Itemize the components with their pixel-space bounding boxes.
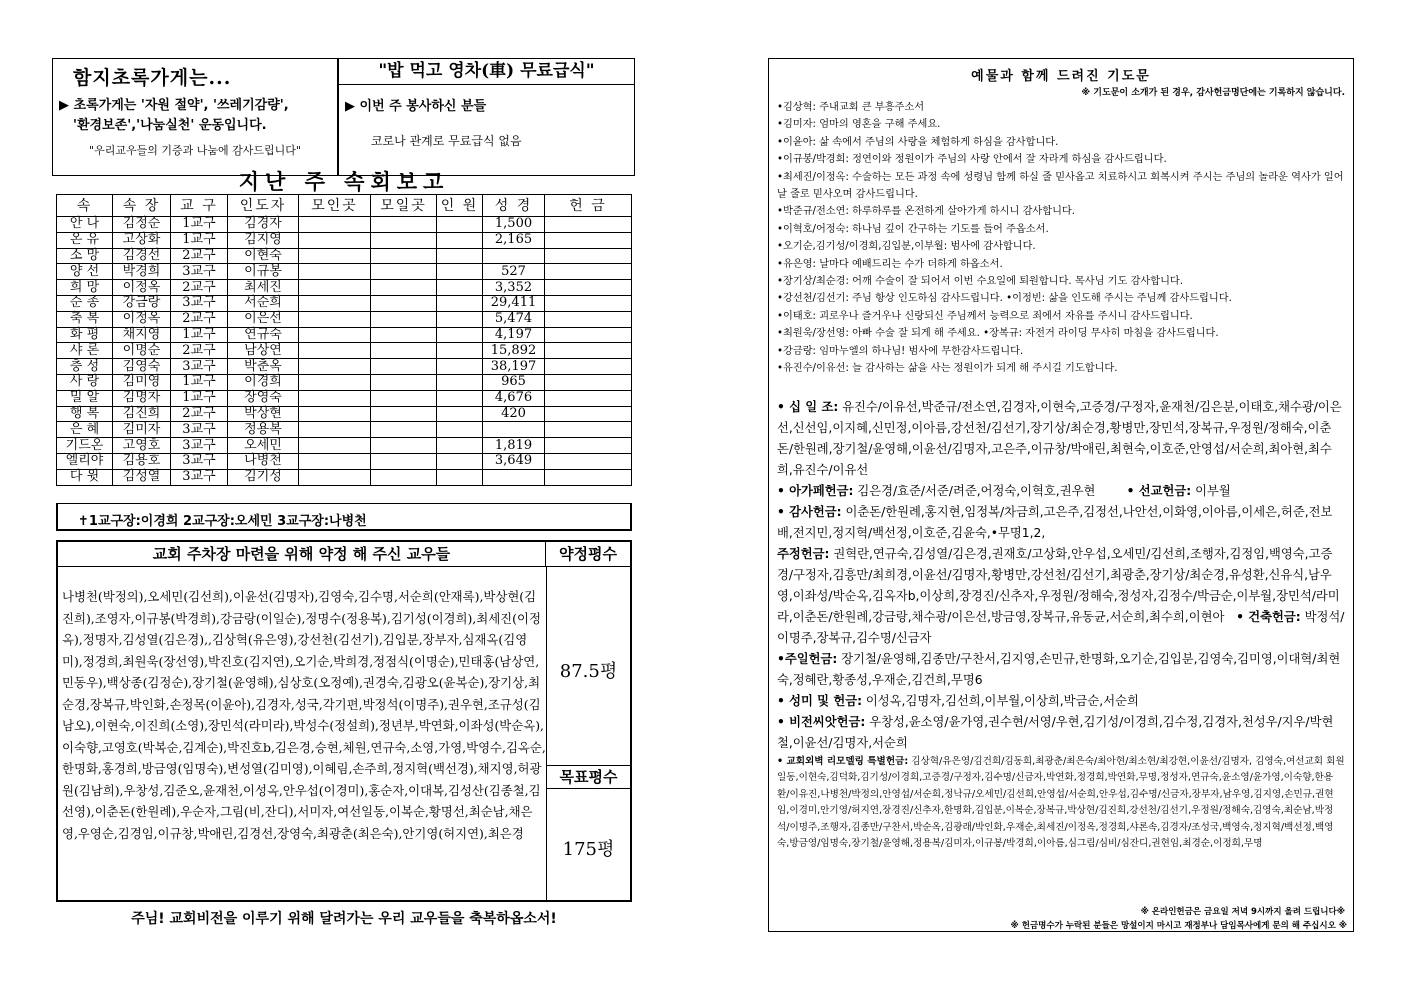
free-meal-sub: ▶ 이번 주 봉사하신 분들 — [345, 99, 487, 114]
missing-offering-note: ※ 헌금명수가 누락된 분들은 망설이지 마시고 재정부나 담임목사에게 문의 해 주십시오 ※ — [1010, 921, 1347, 931]
table-cell: 온 유 — [57, 232, 113, 248]
table-cell — [437, 311, 483, 327]
table-cell: 이규봉 — [228, 264, 299, 280]
table-cell — [545, 374, 632, 390]
pledge-side — [546, 567, 630, 902]
table-cell — [437, 359, 483, 375]
report-title: 지난 주 속회보고 — [238, 169, 450, 194]
table-cell: 김경자 — [228, 217, 299, 233]
weekly-label: 주정헌금: — [777, 547, 830, 561]
table-cell — [371, 453, 437, 469]
table-cell: 박상현 — [228, 406, 299, 422]
building-names: 박정석/이명주,장복규,김수명/신금자 — [777, 610, 1345, 645]
col-header: 헌 금 — [545, 195, 632, 217]
agape-entry — [777, 481, 1345, 502]
thanks-label: • 감사헌금: — [777, 505, 842, 519]
prayer-title: 예물과 함께 드려진 기도문 — [971, 69, 1151, 84]
table-cell — [371, 343, 437, 359]
holy-label: • 성미 및 헌금: — [777, 694, 863, 708]
free-meal-note: 코로나 관계로 무료급식 없음 — [371, 134, 522, 148]
table-cell: 1교구 — [171, 232, 228, 248]
table-cell: 4,676 — [483, 390, 545, 406]
table-cell: 고영호 — [113, 438, 171, 454]
table-cell: 최세진 — [228, 280, 299, 296]
prayer-list — [777, 99, 1345, 378]
table-cell — [299, 280, 371, 296]
prayer-item: •이윤아: 삶 속에서 주님의 사랑을 체험하게 하심을 감사합니다. — [777, 136, 1059, 148]
prayer-item: •강선천/김선기: 주님 항상 인도하심 감사드립니다. •이정빈: 삶을 인도해 주시는 주님께 감사드립니다. — [777, 293, 1232, 305]
table-cell: 연규숙 — [228, 327, 299, 343]
sunday-entry — [777, 649, 1345, 691]
green-store-title: 함지초록가게는... — [73, 67, 232, 89]
table-cell — [545, 438, 632, 454]
table-cell — [545, 311, 632, 327]
tithe-label: • 십 일 조: — [777, 400, 839, 414]
table-cell — [437, 232, 483, 248]
table-row — [57, 295, 632, 311]
table-cell: 남상연 — [228, 343, 299, 359]
attendance-table — [56, 194, 632, 486]
col-header: 성 경 — [483, 195, 545, 217]
table-cell — [545, 422, 632, 438]
table-cell — [299, 406, 371, 422]
table-cell — [299, 311, 371, 327]
table-cell: 장영숙 — [228, 390, 299, 406]
table-row — [57, 422, 632, 438]
table-cell — [437, 217, 483, 233]
table-cell — [545, 217, 632, 233]
col-header: 교 구 — [171, 195, 228, 217]
table-row — [57, 311, 632, 327]
table-cell — [371, 390, 437, 406]
table-cell: 이명순 — [113, 343, 171, 359]
table-cell: 3,352 — [483, 280, 545, 296]
building-label: • 건축헌금: — [1236, 610, 1301, 624]
table-cell — [371, 217, 437, 233]
table-cell — [299, 359, 371, 375]
table-cell: 다 윗 — [57, 469, 113, 485]
table-cell: 사 랑 — [57, 374, 113, 390]
table-cell — [371, 374, 437, 390]
table-cell: 김용호 — [113, 453, 171, 469]
remodel-label: • 교회외벽 리모델링 특별헌금: — [777, 756, 909, 767]
table-cell: 2교구 — [171, 343, 228, 359]
parking-pledge-box — [56, 540, 632, 902]
table-cell — [371, 422, 437, 438]
remodel-names: 김상혁/유은영/김건희/김동희,최광춘/최은숙/최아현/최소현/최강현,이윤선/김명자, 김영숙,여선교회 회원일동,이현숙,김덕화,김기성/이경희,고증경/구정자,김수명/신금자,박연화,정경희,박연화,무명,정성자,연규숙,윤소영/윤가영,이숙향,한용환/이유진,나병천/박정의,안영섭/서순희,정낙규/오세민/김선희,안영섭/서순희,안우섭,김수명/신금자,장부자,남우영,김지영,손민규,권현임,이경미,안기영/허지연,장경진/신추자,한명화,김입분,이복순,장복규,박상현/김진희,강선천/김선기,우정원/정해숙,김영숙,최순남,박정석/이명주,조행자,김종만/구찬서,박순옥,김광래/박인화,우재순,최세진/이정옥,정경희,샤론속,김경자/조성국,백영숙,정지혁/백선정,백영숙,방금영/임명숙,장기철/윤영해,정용복/김미자,이규봉/박경희,이아름,심그림/심비/심잔디,권현임,최경순,이정희,무명 — [777, 756, 1345, 850]
table-cell: 38,197 — [483, 359, 545, 375]
table-cell: 김미영 — [113, 374, 171, 390]
agape-names: 김은경/효준/서준/려준,어정숙,이혁호,권우현 — [853, 484, 1096, 498]
table-cell: 2교구 — [171, 280, 228, 296]
table-cell — [371, 359, 437, 375]
table-cell — [437, 343, 483, 359]
table-cell: 1교구 — [171, 374, 228, 390]
table-cell — [545, 390, 632, 406]
weekly-entry — [777, 544, 1345, 649]
table-cell — [299, 374, 371, 390]
table-cell: 이은선 — [228, 311, 299, 327]
mission-names: 이부월 — [1191, 484, 1231, 498]
table-cell: 29,411 — [483, 295, 545, 311]
green-store-line1: ▶ 초록가게는 '자원 절약', '쓰레기감량', — [59, 98, 289, 113]
table-cell: 강금랑 — [113, 295, 171, 311]
table-cell — [299, 248, 371, 264]
table-cell — [371, 295, 437, 311]
free-meal-title: "밥 먹고 영차(車) 무료급식" — [339, 59, 634, 85]
table-row — [57, 453, 632, 469]
table-cell: 기드온 — [57, 438, 113, 454]
table-cell — [437, 295, 483, 311]
table-cell — [437, 453, 483, 469]
right-page-box — [768, 58, 1354, 932]
table-cell: 이현숙 — [228, 248, 299, 264]
table-cell: 1교구 — [171, 327, 228, 343]
holy-names: 이성옥,김명자,김선희,이부월,이상희,박금순,서순희 — [862, 694, 1139, 708]
tithe-names: 유진수/이유선,박준규/전소연,김경자,이현숙,고증경/구정자,윤재천/김은분,이태호,채수광/이은선,신선임,이지혜,신민정,이아름,강선천/김선기,장기상/최순경,황병만,장민석,장복규,우정원/정해숙,이춘돈/한원례,장기철/윤영해,이윤선/김명자,고은주,이규창/박애린,최현숙,이호준,안영섭/서순희,최아현,최수희,유진수/이유선 — [777, 400, 1342, 477]
vision-entry — [777, 712, 1345, 754]
prayer-item: •유진수/이유선: 늘 감사하는 삶을 사는 정원이가 되게 해 주시길 기도합니다. — [777, 363, 1118, 375]
table-row — [57, 469, 632, 485]
pledge-value: 87.5평 — [559, 661, 618, 682]
prayer-item: •이규봉/박경희: 정연이와 정원이가 주님의 사랑 안에서 잘 자라게 하심을 감사드립니다. — [777, 154, 1167, 166]
table-cell — [437, 390, 483, 406]
table-cell: 김영숙 — [113, 359, 171, 375]
remodel-entry — [777, 754, 1345, 852]
prayer-item: •이혁호/어정숙: 하나님 깊이 간구하는 기도를 들어 주옵소서. — [777, 223, 1049, 235]
table-cell: 이정옥 — [113, 311, 171, 327]
table-cell: 15,892 — [483, 343, 545, 359]
col-header: 속 장 — [113, 195, 171, 217]
prayer-note: ※ 기도문이 소개가 된 경우, 감사헌금명단에는 기록하지 않습니다. — [1081, 88, 1345, 98]
table-cell: 1,500 — [483, 217, 545, 233]
table-cell: 샤 론 — [57, 343, 113, 359]
table-cell — [299, 295, 371, 311]
table-cell: 이경희 — [228, 374, 299, 390]
col-header: 속 — [57, 195, 113, 217]
table-cell: 박경희 — [113, 264, 171, 280]
table-cell: 3교구 — [171, 295, 228, 311]
table-cell: 2교구 — [171, 248, 228, 264]
col-header: 모인곳 — [299, 195, 371, 217]
table-cell — [545, 232, 632, 248]
table-cell — [437, 469, 483, 485]
sunday-names: 장기철/윤영해,김종만/구찬서,김지영,손민규,한명화,오기순,김입분,김영숙,김미영,이대혁/최현숙,정혜란,황종성,우재순,김건희,무명6 — [777, 652, 1341, 687]
pledge-title: 교회 주차장 마련을 위해 약정 해 주신 교우들 — [58, 542, 546, 566]
table-cell — [437, 374, 483, 390]
table-row — [57, 406, 632, 422]
table-cell: 오세민 — [228, 438, 299, 454]
prayer-item: •오기순,김기성/이경희,김입분,이부월: 범사에 감사합니다. — [777, 241, 1036, 253]
table-cell: 행 복 — [57, 406, 113, 422]
table-cell: 김경선 — [113, 248, 171, 264]
district-leaders: ✝1교구장:이경희 2교구장:오세민 3교구장:나병천 — [56, 503, 632, 531]
left-footer: 주님! 교회비전을 이루기 위해 달려가는 우리 교우들을 축복하옵소서! — [131, 911, 557, 927]
vision-label: • 비전씨앗헌금: — [777, 715, 866, 729]
col-header: 인도자 — [228, 195, 299, 217]
offering-list — [777, 397, 1345, 852]
prayer-item: •최원욱/장선영: 아빠 수술 잘 되게 해 주세요. •장복규: 자전거 라이딩 무사히 마침을 감사드립니다. — [777, 328, 1219, 340]
vision-names: 우창성,윤소영/윤가영,권수현/서영/우현,김기성/이경희,김수정,김경자,천성우/지우/박현철,이윤선/김명자,서순희 — [777, 715, 1334, 750]
table-cell — [299, 422, 371, 438]
table-cell: 김지영 — [228, 232, 299, 248]
table-cell: 김성열 — [113, 469, 171, 485]
table-cell: 김기성 — [228, 469, 299, 485]
table-cell: 엘리야 — [57, 453, 113, 469]
table-header-row — [57, 195, 632, 217]
table-cell: 김명자 — [113, 390, 171, 406]
table-cell: 양 선 — [57, 264, 113, 280]
table-cell: 2,165 — [483, 232, 545, 248]
table-cell — [545, 280, 632, 296]
prayer-item: •최세진/이정옥: 수술하는 모든 과정 속에 성령님 함께 하실 줄 믿사옵고 치료하시고 회복시켜 주시는 주님의 놀라운 역사가 일어날 줄로 믿사오며 감사드립니다. — [777, 171, 1344, 201]
pledge-header — [58, 542, 630, 567]
table-cell — [437, 264, 483, 280]
table-cell: 희 망 — [57, 280, 113, 296]
table-cell: 3교구 — [171, 438, 228, 454]
table-cell — [299, 390, 371, 406]
table-cell — [371, 327, 437, 343]
table-cell — [545, 343, 632, 359]
table-cell — [299, 453, 371, 469]
table-cell — [545, 453, 632, 469]
thanks-names: 이춘돈/한원례,홍지현,임정복/차금희,고은주,김정선,나안선,이화영,이아름,이세은,허준,전보배,전지민,정지혁/백선정,이호준,김윤숙,•무명1,2, — [777, 505, 1333, 540]
prayer-item: •강금랑: 임마누엘의 하나님! 범사에 무한감사드립니다. — [777, 345, 1024, 357]
table-cell — [299, 232, 371, 248]
table-cell: 안 나 — [57, 217, 113, 233]
prayer-item: •김미자: 엄마의 영혼을 구해 주세요. — [777, 119, 941, 131]
table-cell — [483, 469, 545, 485]
table-cell — [371, 469, 437, 485]
prayer-item: •유은영: 날마다 예배드리는 수가 더하게 하옵소서. — [777, 258, 1003, 270]
prayer-item: •이태호: 괴로우나 즐거우나 신랑되신 주님께서 능력으로 죄에서 자유를 주시니 감사드립니다. — [777, 310, 1193, 322]
table-cell: 화 평 — [57, 327, 113, 343]
table-cell — [299, 327, 371, 343]
table-cell: 3교구 — [171, 453, 228, 469]
holy-entry — [777, 691, 1345, 712]
table-cell — [545, 327, 632, 343]
table-row — [57, 264, 632, 280]
table-cell: 박춘옥 — [228, 359, 299, 375]
free-meal-box — [338, 58, 635, 176]
table-row — [57, 232, 632, 248]
pledge-names: 나병천(박정의),오세민(김선희),이윤선(김명자),김영숙,김수명,서순희(안재록),박상현(김진희),조영자,이규봉(박경희),강금랑(이일순),정명수(정용복),김기성(이경희),최세진(이정옥),정명자,김성열(김은경),,김상혁(유은영),강선천(김선기),김입분,장부자,심재옥(김영미),정경희,최원욱(장선영),박진호(김지연),오기순,박희경,정점식(이명순),민태홍(남상연,민동우),백상종(김정순),장기철(윤영해),심상호(오정예),권경숙,김광오(윤복순),장기상,최순경,장복규,박인화,손정목(이윤아),김경자,성국,각기편,박정석(이명주),권우현,조규성(김남오),이현숙,이진희(소영),장민석(라미라),박성수(정설희),정년부,박연화,이좌성(박순옥),이숙향,고영호(박복순,김계순),박진호b,김은경,승현,체원,연규숙,소영,가영,박영수,김옥순,한명화,홍경희,방금영(임명숙),변성열(김미영),이혜림,손주희,정지혁(백선경),채지영,허광원(김남희),우창성,김준오,윤재천,이성옥,안우섭(이경미),홍순자,이대복,김성산(김종철,김선영),이춘돈(한원례),우순자,그림(비,잔디),서미자,여선일동,이복순,황명선,최순남,채은영,우영순,김경임,이규창,박애린,김경선,장영숙,최광춘(최은숙),안기영(허지연),최은경 — [62, 589, 546, 841]
table-cell — [437, 438, 483, 454]
table-row — [57, 343, 632, 359]
table-cell — [437, 327, 483, 343]
table-cell: 3교구 — [171, 422, 228, 438]
table-row — [57, 390, 632, 406]
table-cell — [437, 406, 483, 422]
table-cell: 1교구 — [171, 217, 228, 233]
table-cell: 420 — [483, 406, 545, 422]
sunday-label: •주일헌금: — [777, 652, 838, 666]
agape-label: • 아가페헌금: — [777, 484, 854, 498]
table-cell: 충 성 — [57, 359, 113, 375]
table-row — [57, 248, 632, 264]
table-cell: 김정순 — [113, 217, 171, 233]
table-cell — [299, 469, 371, 485]
table-cell: 고상화 — [113, 232, 171, 248]
table-row — [57, 280, 632, 296]
thanks-entry — [777, 502, 1345, 544]
target-value: 175평 — [562, 839, 615, 860]
table-cell: 3,649 — [483, 453, 545, 469]
table-cell — [371, 280, 437, 296]
table-cell: 정용복 — [228, 422, 299, 438]
table-cell: 채지영 — [113, 327, 171, 343]
table-row — [57, 327, 632, 343]
table-cell — [371, 232, 437, 248]
table-cell: 5,474 — [483, 311, 545, 327]
green-store-box — [52, 58, 338, 176]
table-cell — [545, 295, 632, 311]
table-cell — [545, 264, 632, 280]
table-cell: 나병천 — [228, 453, 299, 469]
table-cell: 4,197 — [483, 327, 545, 343]
table-cell — [483, 422, 545, 438]
table-cell: 2교구 — [171, 406, 228, 422]
green-store-quote: "우리교우들의 기증과 나눔에 감사드립니다" — [89, 144, 301, 157]
pledge-col-label: 약정평수 — [559, 545, 617, 563]
table-cell: 소 망 — [57, 248, 113, 264]
table-cell — [437, 280, 483, 296]
table-cell — [545, 359, 632, 375]
table-cell: 서순희 — [228, 295, 299, 311]
table-cell: 김미자 — [113, 422, 171, 438]
table-cell — [371, 438, 437, 454]
table-cell — [371, 248, 437, 264]
weekly-names: 권혁란,연규숙,김성열/김은경,권재호/고상화,안우섭,오세민/김선희,조행자,김정임,백영숙,고증경/구정자,김흥만/최희경,이윤선/김명자,황병만,강선천/김선기,최광춘,장기상/최순경,유성환,신유식,남우영,이좌성/박순옥,김옥자b,이상희,장경진/신추자,우정원/정해숙,정성자,김정수/박금순,이부월,장민석/라미라,이춘돈/한원례,강금랑,채수광/이은선,방금영,장복규,유동균,서순희,최수희,이현아 — [777, 547, 1340, 624]
table-cell — [437, 248, 483, 264]
table-cell: 2교구 — [171, 311, 228, 327]
table-cell: 김진희 — [113, 406, 171, 422]
table-cell: 1교구 — [171, 390, 228, 406]
table-cell — [299, 264, 371, 280]
col-header: 모일곳 — [371, 195, 437, 217]
table-cell — [299, 217, 371, 233]
table-cell: 밀 알 — [57, 390, 113, 406]
target-label: 목표평수 — [547, 765, 630, 789]
table-cell — [545, 406, 632, 422]
table-cell: 527 — [483, 264, 545, 280]
table-cell: 3교구 — [171, 359, 228, 375]
table-cell: 3교구 — [171, 469, 228, 485]
table-cell — [299, 438, 371, 454]
table-cell — [299, 343, 371, 359]
table-cell — [371, 406, 437, 422]
col-header: 인 원 — [437, 195, 483, 217]
table-cell — [483, 248, 545, 264]
table-row — [57, 374, 632, 390]
table-cell — [371, 264, 437, 280]
table-cell: 965 — [483, 374, 545, 390]
table-cell: 축 복 — [57, 311, 113, 327]
table-cell: 1,819 — [483, 438, 545, 454]
table-cell: 3교구 — [171, 264, 228, 280]
table-cell — [545, 248, 632, 264]
prayer-item: •김상혁: 주내교회 큰 부흥주소서 — [777, 102, 925, 113]
green-store-line2: '환경보존','나눔실천' 운동입니다. — [73, 118, 267, 133]
online-offering-note: ※ 온라인헌금은 금요일 저녁 9시까지 올려 드립니다※ — [1140, 907, 1345, 917]
prayer-item: •박준규/전소연: 하루하루를 온전하게 살아가게 하시니 감사합니다. — [777, 206, 1076, 218]
table-cell: 은 혜 — [57, 422, 113, 438]
table-cell — [437, 422, 483, 438]
table-row — [57, 438, 632, 454]
prayer-item: •장기상/최순경: 어깨 수술이 잘 되어서 이번 수요일에 퇴원합니다. 목사님 기도 감사합니다. — [777, 276, 1184, 288]
tithe-entry — [777, 397, 1345, 481]
table-cell: 이정옥 — [113, 280, 171, 296]
table-cell: 순 종 — [57, 295, 113, 311]
table-row — [57, 359, 632, 375]
table-row — [57, 217, 632, 233]
mission-label: • 선교헌금: — [1126, 484, 1192, 498]
table-cell — [371, 311, 437, 327]
table-cell — [545, 469, 632, 485]
